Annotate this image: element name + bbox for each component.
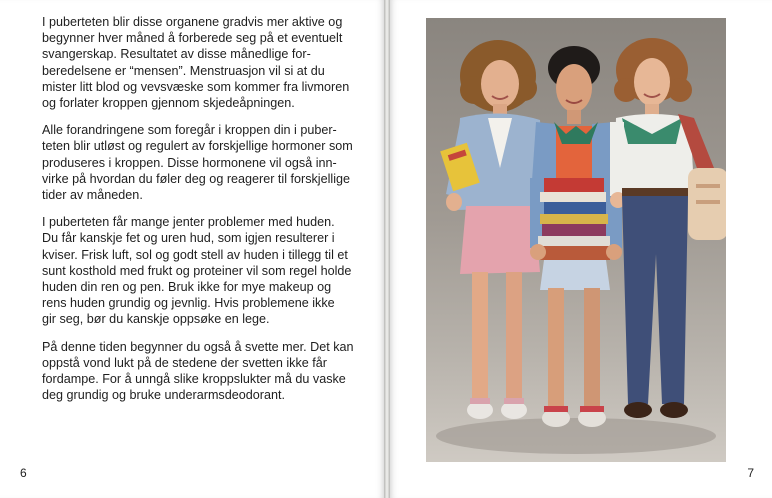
text-line: teten blir utløst og regulert av forskjellige hormoner som <box>42 139 353 154</box>
text-line: Alle forandringene som foregår i kroppen din i puber- <box>42 123 337 138</box>
paragraph-menstruation <box>42 14 350 111</box>
paragraph-sweat <box>42 339 354 404</box>
text-line: På denne tiden begynner du også å svette mer. Det kan <box>42 339 354 354</box>
text-line: svangerskap. Resultatet av disse månedlige for- <box>42 47 311 62</box>
text-line: huden din ren og pen. Bruk ikke for mye makeup og <box>42 280 332 295</box>
paragraph-hormones <box>42 122 353 203</box>
text-line: begynner hver måned å forberede seg på et eventuelt <box>42 31 343 46</box>
text-line: oppstå vond lukt på de stedene der svetten ikke får <box>42 355 327 370</box>
text-line: fordampe. For å unngå slike kroppslukter må du vaske <box>42 372 346 387</box>
text-line: I puberteten får mange jenter problemer med huden. <box>42 215 335 230</box>
text-line: gir seg, bør du kanskje oppsøke en lege. <box>42 312 270 327</box>
text-line: sunt kosthold med frukt og proteiner vil som regel holde <box>42 263 352 278</box>
girl-middle-figure <box>530 46 622 427</box>
text-line: kviser. Frisk luft, sol og godt stell av huden i tillegg til et <box>42 247 348 262</box>
girl-right-figure <box>610 38 726 418</box>
text-line: produseres i kroppen. Disse hormonene vil også inn- <box>42 155 337 170</box>
page-number-right: 7 <box>747 466 754 480</box>
text-line: og forlater kroppen gjennom skjedeåpningen. <box>42 96 295 111</box>
photo-three-girls <box>426 18 726 462</box>
paragraph-skin <box>42 214 350 327</box>
body-text <box>42 14 354 414</box>
text-line: deg grundig og bruke underarmsdeodorant. <box>42 388 285 403</box>
text-line: virke på hvordan du føler deg og reagerer til forskjellige <box>42 171 351 186</box>
text-line: beredelsene er “mensen”. Menstruasjon vil si at du <box>42 63 325 78</box>
text-line: rens huden grundig og jevnlig. Hvis problemene ikke <box>42 296 335 311</box>
page-number-left: 6 <box>20 466 27 480</box>
text-line: mister litt blod og vevsvæske som kommer fra livmoren <box>42 79 350 94</box>
text-line: I puberteten blir disse organene gradvis mer aktive og <box>42 15 343 29</box>
text-line: Du får kanskje fet og uren hud, som igjen resulterer i <box>42 231 335 246</box>
right-page <box>390 0 772 498</box>
text-line: tider av måneden. <box>42 188 143 203</box>
left-page <box>0 0 384 498</box>
